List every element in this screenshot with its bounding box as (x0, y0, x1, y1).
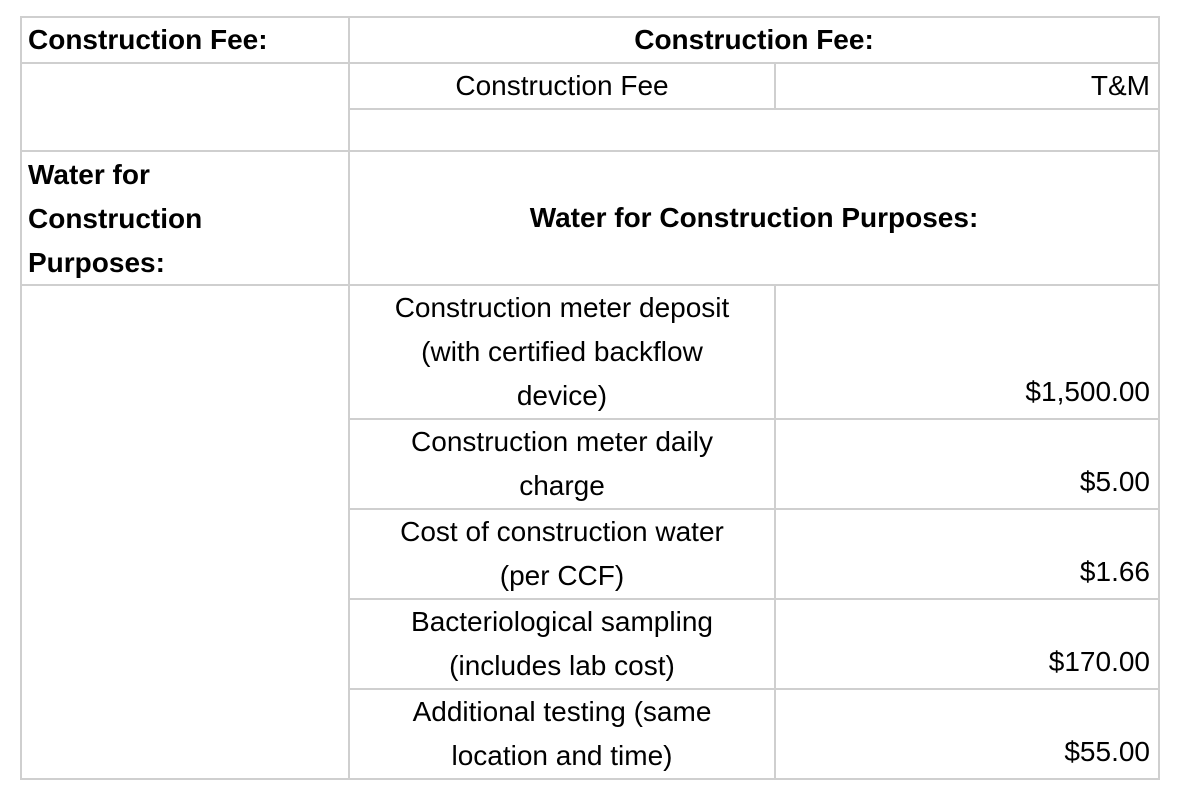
construction-fee-left-blank (22, 64, 350, 152)
table-row-amount: $5.00 (776, 420, 1160, 510)
table-row-amount: $1,500.00 (776, 286, 1160, 420)
row-desc-line: charge (519, 470, 605, 501)
water-construction-left-blank (22, 286, 350, 780)
table-row-desc (350, 510, 776, 600)
table-row-amount: $170.00 (776, 600, 1160, 690)
row-desc-line: Construction meter deposit (394, 292, 730, 323)
row-desc-line: Cost of construction water (400, 516, 724, 547)
row-desc-line: location and time) (451, 740, 673, 771)
construction-fee-empty-row (350, 110, 1160, 152)
table-row-amount: $55.00 (776, 690, 1160, 780)
water-construction-header: Water for Construction Purposes: (350, 152, 1160, 286)
construction-fee-left-label: Construction Fee: (22, 18, 350, 64)
construction-fee-item-value: T&M (776, 64, 1160, 110)
row-desc-line: (with certified backflow (421, 336, 703, 367)
table-row-amount: $1.66 (776, 510, 1160, 600)
row-desc-line: (per CCF) (499, 560, 625, 591)
construction-fee-header: Construction Fee: (350, 18, 1160, 64)
water-left-label-line-2: Construction (28, 203, 203, 234)
row-desc-line: Construction meter daily (411, 426, 713, 457)
row-desc-line: device) (516, 380, 608, 411)
table-row-desc (350, 690, 776, 780)
row-desc-line: Bacteriological sampling (411, 606, 713, 637)
construction-fee-item-label: Construction Fee (350, 64, 776, 110)
water-construction-left-label (22, 152, 350, 286)
row-desc-line: Additional testing (same (412, 696, 712, 727)
table-row-desc (350, 600, 776, 690)
table-row-desc (350, 286, 776, 420)
table-row-desc (350, 420, 776, 510)
fee-table (20, 16, 1160, 780)
water-left-label-line-3: Purposes: (28, 247, 165, 278)
row-desc-line: (includes lab cost) (449, 650, 675, 681)
water-left-label-line-1: Water for (28, 159, 150, 190)
